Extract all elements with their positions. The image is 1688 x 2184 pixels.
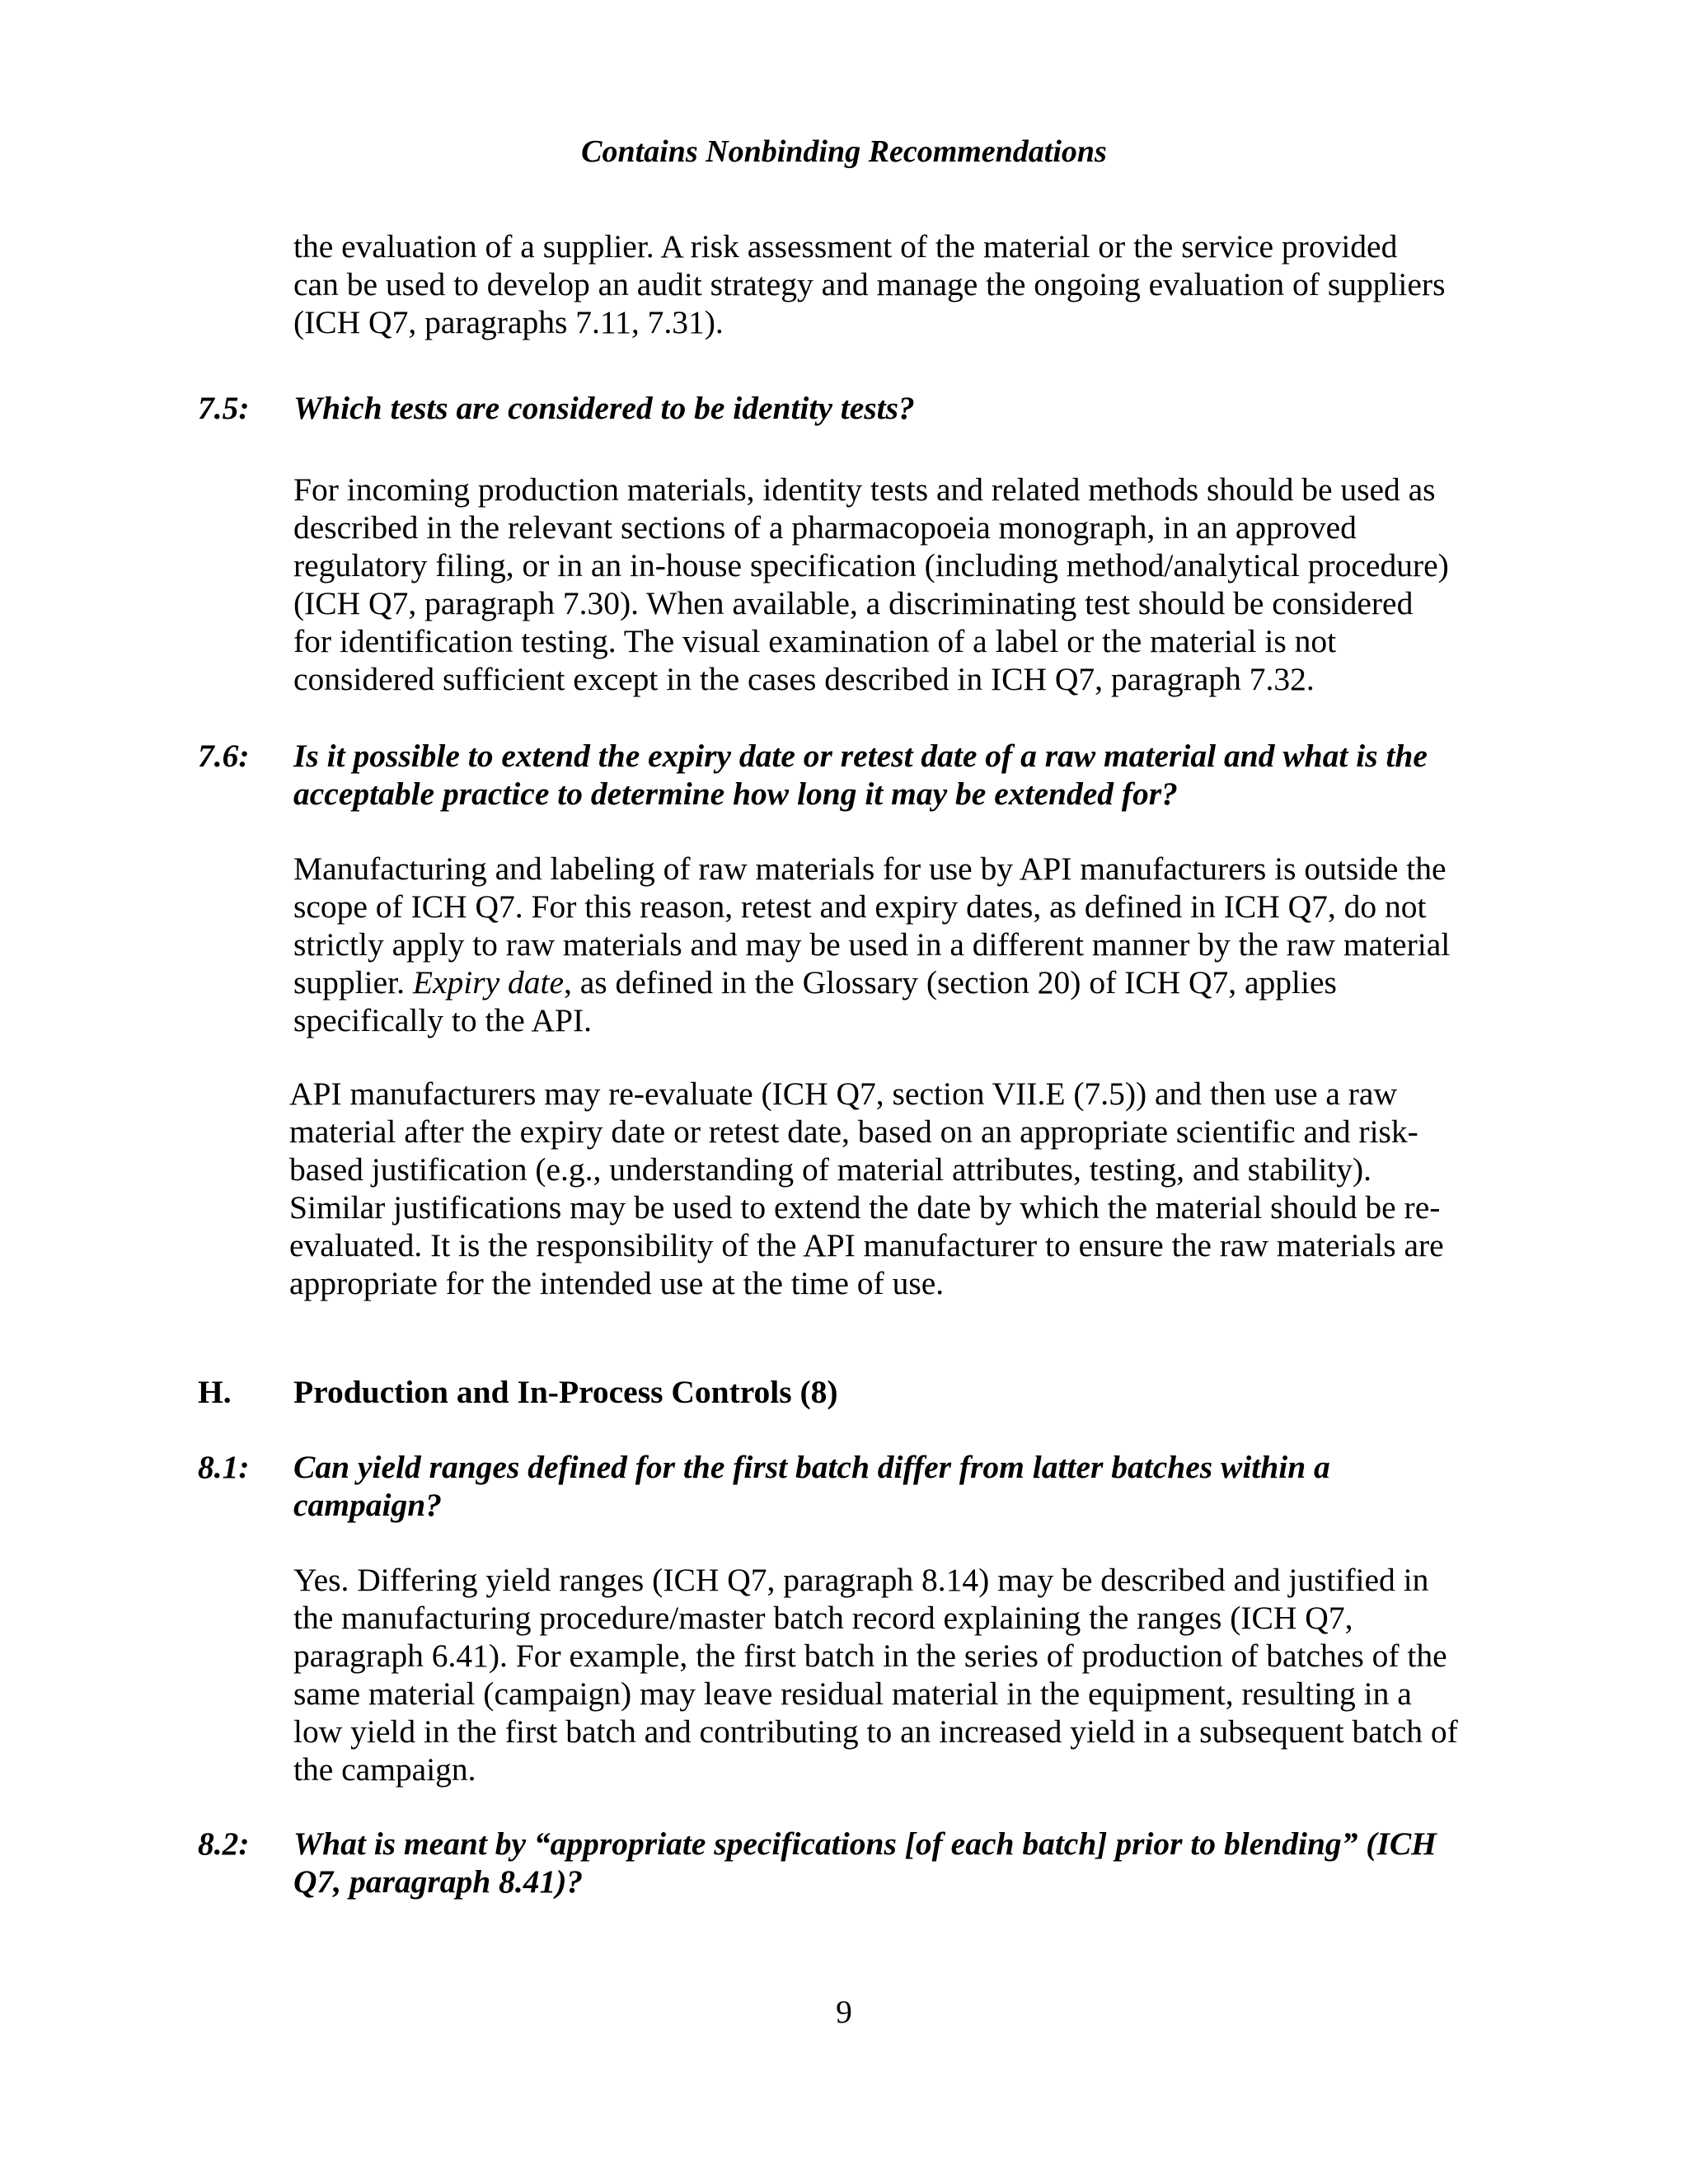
answer-7-6-part-2: [289, 1075, 1563, 1302]
text-line: specifically to the API.: [293, 1002, 592, 1038]
answer-7-5: [293, 471, 1563, 698]
text-line: material after the expiry date or retest date, based on an appropriate scientific and risk-: [289, 1113, 1418, 1150]
question-line: Can yield ranges defined for the first batch differ from latter batches within a: [293, 1449, 1330, 1485]
text-line: described in the relevant sections of a pharmacopoeia monograph, in an approved: [293, 509, 1357, 546]
section-letter: H.: [198, 1374, 232, 1410]
text-line: API manufacturers may re-evaluate (ICH Q7, section VII.E (7.5)) and then use a raw: [289, 1076, 1397, 1112]
question-number-8-2: 8.2:: [198, 1825, 250, 1862]
text-line: (ICH Q7, paragraph 7.30). When available, a discriminating test should be considered: [293, 585, 1414, 621]
text-line: Similar justifications may be used to extend the date by which the material should be re-: [289, 1189, 1441, 1226]
text-line: evaluated. It is the responsibility of the API manufacturer to ensure the raw materials are: [289, 1227, 1444, 1263]
text-line: based justification (e.g., understanding of material attributes, testing, and stability).: [289, 1151, 1372, 1188]
answer-7-6-part-1: [293, 850, 1563, 1039]
answer-8-1: [293, 1561, 1563, 1788]
text-line: the evaluation of a supplier. A risk assessment of the material or the service provided: [293, 228, 1398, 265]
question-number-7-6: 7.6:: [198, 738, 250, 774]
question-8-2: [293, 1825, 1563, 1900]
text-segment: , as defined in the Glossary (section 20) of ICH Q7, applies: [564, 964, 1337, 1001]
text-segment: supplier.: [293, 964, 413, 1001]
page-number: 9: [836, 1994, 852, 2030]
text-line: same material (campaign) may leave residual material in the equipment, resulting in a: [293, 1675, 1412, 1712]
text-line: (ICH Q7, paragraphs 7.11, 7.31).: [293, 304, 724, 340]
text-line: can be used to develop an audit strategy and manage the ongoing evaluation of suppliers: [293, 266, 1446, 302]
question-7-6: [293, 737, 1563, 813]
question-number-7-5: 7.5:: [198, 390, 250, 426]
text-line: the manufacturing procedure/master batch record explaining the ranges (ICH Q7,: [293, 1600, 1353, 1636]
text-line: regulatory filing, or in an in-house specification (including method/analytical procedure): [293, 547, 1449, 583]
text-line: the campaign.: [293, 1751, 476, 1788]
text-line: For incoming production materials, identity tests and related methods should be used as: [293, 471, 1436, 508]
emphasized-term: Expiry date: [412, 964, 564, 1001]
text-line: strictly apply to raw materials and may be used in a different manner by the raw material: [293, 926, 1451, 963]
question-number-8-1: 8.1:: [198, 1449, 250, 1485]
text-line: paragraph 6.41). For example, the first batch in the series of production of batches of the: [293, 1638, 1447, 1674]
question-line: acceptable practice to determine how long it may be extended for?: [293, 776, 1178, 812]
question-line: What is meant by “appropriate specifications [of each batch] prior to blending” (ICH: [293, 1825, 1437, 1862]
page-header: Contains Nonbinding Recommendations: [581, 134, 1107, 169]
text-line: [293, 963, 1563, 1001]
text-line: Manufacturing and labeling of raw materials for use by API manufacturers is outside the: [293, 851, 1447, 887]
question-8-1: [293, 1448, 1563, 1524]
intro-paragraph: [293, 227, 1563, 341]
question-line: Q7, paragraph 8.41)?: [293, 1863, 584, 1900]
text-line: for identification testing. The visual examination of a label or the material is not: [293, 623, 1337, 659]
question-line: Which tests are considered to be identity tests?: [293, 390, 915, 426]
question-line: Is it possible to extend the expiry date or retest date of a raw material and what is the: [293, 738, 1428, 774]
text-line: appropriate for the intended use at the time of use.: [289, 1265, 945, 1301]
text-line: considered sufficient except in the cases described in ICH Q7, paragraph 7.32.: [293, 661, 1315, 697]
text-line: Yes. Differing yield ranges (ICH Q7, paragraph 8.14) may be described and justified in: [293, 1562, 1429, 1598]
question-line: campaign?: [293, 1487, 442, 1523]
text-line: scope of ICH Q7. For this reason, retest and expiry dates, as defined in ICH Q7, do not: [293, 888, 1427, 925]
text-line: low yield in the first batch and contributing to an increased yield in a subsequent batch of: [293, 1713, 1458, 1750]
section-title: Production and In-Process Controls (8): [293, 1374, 838, 1410]
question-7-5: [293, 389, 1563, 427]
